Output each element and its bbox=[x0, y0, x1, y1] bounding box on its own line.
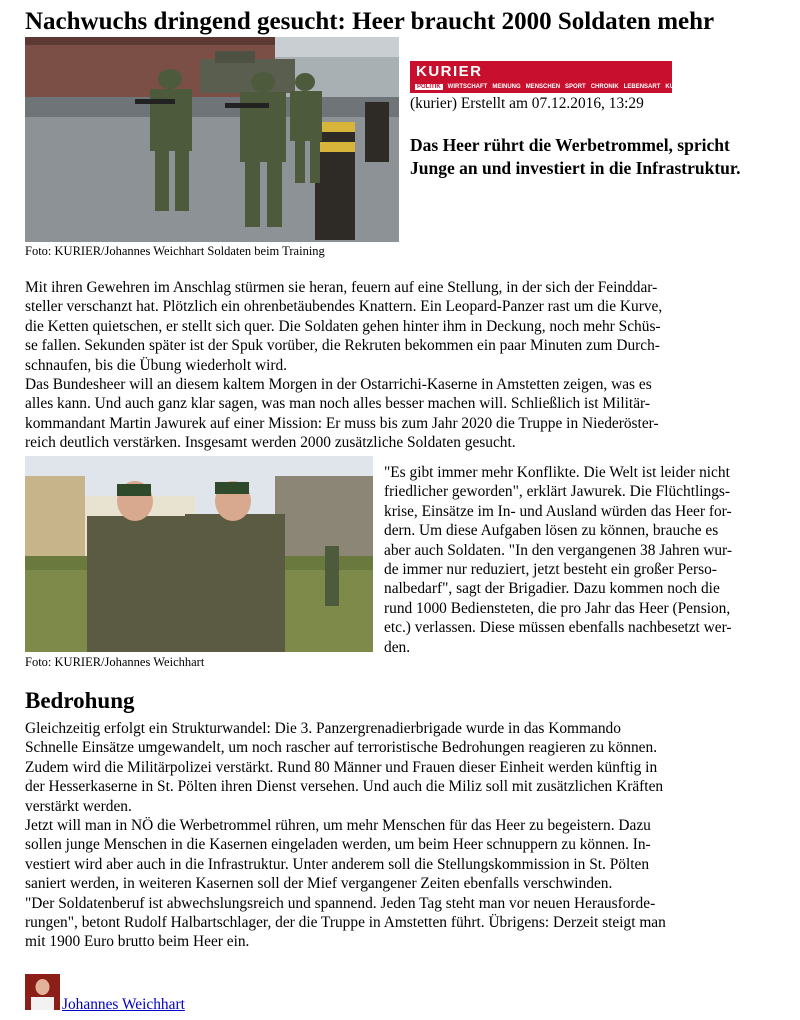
paragraph-line: Schnelle Einsätze umgewandelt, um noch rascher auf terroristische Bedrohungen reagieren zu können. bbox=[25, 739, 658, 757]
paragraph-line: "Es gibt immer mehr Konflikte. Die Welt ist leider nicht bbox=[384, 464, 730, 481]
article-dateline: (kurier) Erstellt am 07.12.2016, 13:29 bbox=[410, 95, 644, 112]
author-link[interactable]: Johannes Weichhart bbox=[62, 996, 185, 1013]
paragraph-line: de immer nur reduziert, jetzt besteht ein großer Perso- bbox=[384, 561, 717, 579]
paragraph-line: aber auch Soldaten. "In den vergangenen 38 Jahren wur- bbox=[384, 541, 733, 559]
paragraph-line: Zudem wird die Militärpolizei verstärkt. Rund 80 Männer und Frauen dieser Einheit werden künftig in bbox=[25, 758, 658, 776]
logo-nav-item: SPORT bbox=[565, 83, 586, 90]
soldiers-training-photo bbox=[25, 37, 399, 242]
paragraph-line: die Ketten quietschen, er stellt sich quer. Die Soldaten gehen hinter ihm in Deckung, noch mehr Schüs- bbox=[25, 317, 661, 335]
paragraph-line: rungen", betont Rudolf Halbartschlager, der die Truppe in Amstetten führt. Übrigens: Derzeit steigt man bbox=[25, 914, 666, 932]
officers-photo bbox=[25, 456, 373, 652]
paragraph-line: Das Bundesheer will an diesem kaltem Morgen in der Ostarrichi-Kaserne in Amstetten zeigen, was es bbox=[25, 376, 652, 394]
article-headline: Nachwuchs dringend gesucht: Heer braucht 2000 Soldaten mehr bbox=[25, 8, 715, 35]
paragraph-line: reich deutlich verstärken. Insgesamt werden 2000 zusätzliche Soldaten gesucht. bbox=[25, 434, 516, 452]
soldiers-training-image bbox=[25, 37, 399, 242]
paragraph-line: rund 1000 Bediensteten, die pro Jahr das Heer (Pension, bbox=[384, 599, 731, 617]
logo-nav-item: VIDEO bbox=[715, 83, 734, 90]
logo-nav-item: MENSCHEN bbox=[525, 83, 561, 90]
author-avatar-image bbox=[25, 974, 60, 1010]
author-avatar bbox=[25, 974, 60, 1010]
paragraph-line: krise, Einsätze im In- und Ausland würden das Heer for- bbox=[384, 502, 732, 520]
logo-nav-item: KULTUR bbox=[665, 83, 690, 90]
paragraph-line: mit 1900 Euro brutto beim Heer ein. bbox=[25, 933, 250, 951]
paragraph-line: etc.) verlassen. Diese müssen ebenfalls nachbesetzt wer- bbox=[384, 619, 732, 637]
paragraph-line: Jetzt will man in NÖ die Werbetrommel rühren, um mehr Menschen für das Heer zu begeistern. Dazu bbox=[25, 817, 651, 835]
paragraph-line: friedlicher geworden", erklärt Jawurek. Die Flüchtlings- bbox=[384, 483, 731, 501]
logo-nav-item: MEINUNG bbox=[492, 83, 521, 90]
kurier-logo-nav bbox=[410, 82, 734, 91]
paragraph-line: verstärkt werden. bbox=[25, 797, 132, 815]
paragraph-line: nalbedarf", sagt der Brigadier. Dazu kommen noch die bbox=[384, 580, 720, 598]
paragraph-line: Gleichzeitig erfolgt ein Strukturwandel: Die 3. Panzergrenadierbrigade wurde in das Kommando bbox=[25, 720, 621, 737]
paragraph-line: "Der Soldatenberuf ist abwechslungsreich und spannend. Jeden Tag steht man vor neuen Herausforde- bbox=[25, 894, 656, 912]
paragraph-line: sollen junge Menschen in die Kasernen eingeladen werden, um beim Heer schnuppern zu können. In- bbox=[25, 836, 651, 854]
paragraph-line: steller verschanzt hat. Plötzlich ein ohrenbetäubendes Knattern. Ein Leopard-Panzer rast um die Kurve, bbox=[25, 298, 663, 316]
paragraph-line: vestiert wird aber auch in die Infrastruktur. Unter anderem soll die Stellungskommission in St. Pölten bbox=[25, 855, 650, 873]
paragraph-line: schnaufen, bis die Übung wiederholt wird. bbox=[25, 356, 288, 374]
logo-nav-item: WIRTSCHAFT bbox=[447, 83, 488, 90]
kurier-wordmark: KURIER bbox=[416, 63, 483, 80]
paragraph-line: der Hesserkaserne in St. Pölten ihren Dienst versehen. Und auch die Miliz soll mit zusätzlichen Kräften bbox=[25, 778, 664, 796]
paragraph-line: Mit ihren Gewehren im Anschlag stürmen sie heran, feuern auf eine Stellung, in der sich der Feinddar- bbox=[25, 279, 658, 296]
article-body-top bbox=[25, 278, 785, 453]
kurier-logo bbox=[410, 61, 734, 93]
article-lead: Das Heer rührt die Werbetrommel, spricht Junge an und investiert in die Infrastruktur. bbox=[410, 135, 741, 178]
article-body-bottom bbox=[25, 719, 785, 952]
article-quote-column bbox=[384, 463, 784, 657]
photo-caption-officers: Foto: KURIER/Johannes Weichhart bbox=[25, 655, 205, 669]
paragraph-line: den. bbox=[384, 638, 411, 656]
officers-image bbox=[25, 456, 373, 652]
paragraph-line: se fallen. Sekunden später ist der Spuk vorüber, die Rekruten bekommen ein paar Minuten zum Durch- bbox=[25, 337, 660, 355]
logo-nav-item: POLITIK bbox=[417, 83, 441, 90]
logo-nav-item: KULT bbox=[694, 83, 711, 90]
section-heading: Bedrohung bbox=[25, 688, 135, 713]
logo-nav-item: CHRONIK bbox=[590, 83, 619, 90]
photo-caption-training: Foto: KURIER/Johannes Weichhart Soldaten beim Training bbox=[25, 244, 325, 258]
paragraph-line: kommandant Martin Jawurek auf einer Mission: Er muss bis zum Jahr 2020 die Truppe in Niederöster- bbox=[25, 414, 659, 432]
paragraph-line: dern. Um diese Aufgaben lösen zu können, brauche es bbox=[384, 522, 719, 540]
paragraph-line: saniert werden, in weiteren Kasernen soll der Mief vergangener Zeiten ebenfalls verschwinden. bbox=[25, 875, 613, 893]
logo-nav-item: LEBENSART bbox=[623, 83, 661, 90]
paragraph-line: alles kann. Und auch ganz klar sagen, was man noch alles besser machen will. Schließlich ist Militär- bbox=[25, 395, 650, 413]
